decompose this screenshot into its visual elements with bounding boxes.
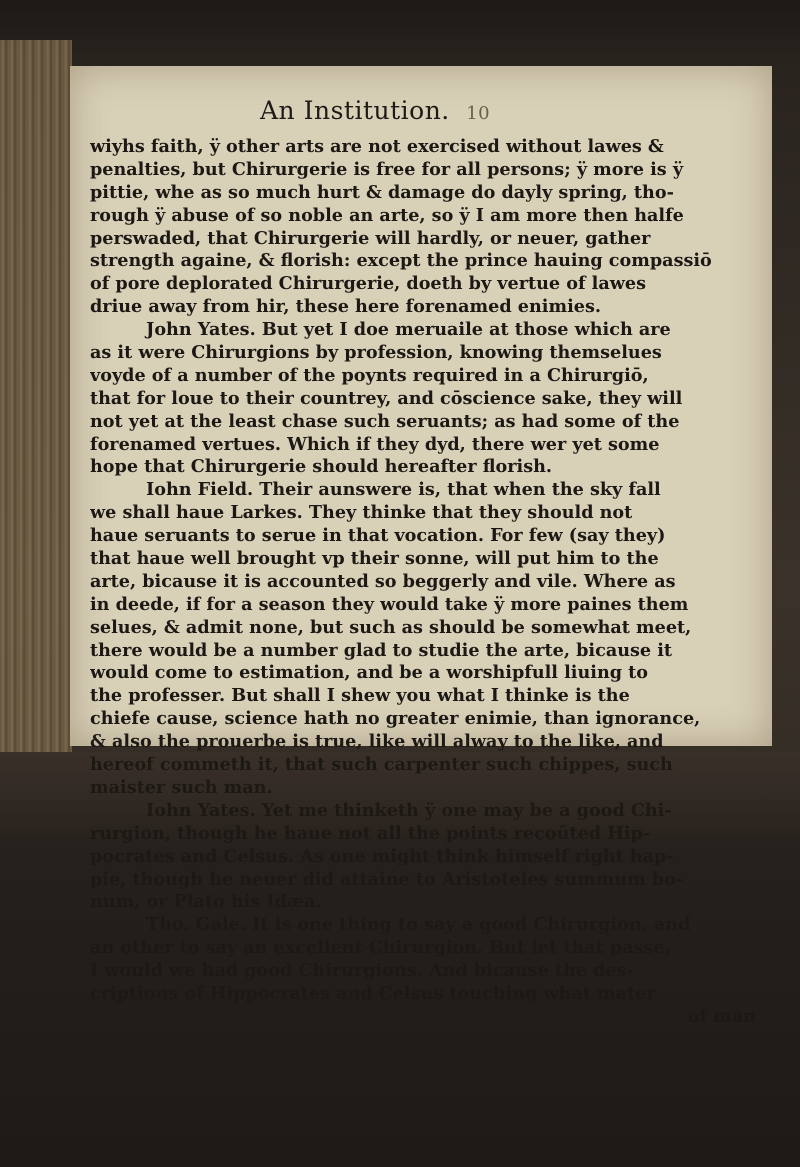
text-line: driue away from hir, these here forenamed enimies. — [90, 296, 601, 318]
text-line: strength againe, & florish: except the prince hauing compassiō — [90, 250, 712, 272]
text-line: haue seruants to serue in that vocation. For few (say they) — [90, 525, 666, 547]
text-line: forenamed vertues. Which if they dyd, there wer yet some — [90, 433, 660, 455]
text-line: wiyhs faith, ÿ other arts are not exercised without lawes & — [90, 136, 664, 157]
text-line: as it were Chirurgions by profession, knowing themselues — [90, 342, 662, 364]
text-line: Iohn Yates. Yet me thinketh ÿ one may be a good Chi- — [146, 799, 672, 821]
running-header — [260, 96, 640, 132]
book-page-edges — [0, 40, 72, 760]
body-text — [90, 136, 762, 1029]
text-line: penalties, but Chirurgerie is free for all persons; ÿ more is ÿ — [90, 158, 684, 180]
text-line: perswaded, that Chirurgerie will hardly, or neuer, gather — [90, 227, 651, 249]
text-line: hereof commeth it, that such carpenter such chippes, such — [90, 754, 673, 776]
text-line: Tho. Gale. It is one thing to say a good Chirurgion, and — [146, 914, 691, 936]
text-line: arte, bicause it is accounted so beggerly and vile. Where as — [90, 570, 676, 592]
header-title: An Institution. — [260, 96, 450, 125]
text-line: hope that Chirurgerie should hereafter florish. — [90, 456, 553, 478]
text-line: pocrates and Celsus. As one might think himself right hap- — [90, 845, 674, 867]
text-line: the professer. But shall I shew you what I thinke is the — [90, 685, 630, 707]
text-line: that haue well brought vp their sonne, will put him to the — [90, 548, 659, 570]
text-line: maister such man. — [90, 776, 273, 798]
text-line: rurgion, though he haue not all the points recoūted Hip- — [90, 822, 651, 844]
text-line: I would we had good Chirurgions. And bicause the des- — [90, 960, 634, 982]
text-line: & also the prouerbe is true, like will alway to the like, and — [90, 731, 664, 753]
text-line: voyde of a number of the poynts required in a Chirurgiō, — [90, 364, 649, 386]
text-line: that for loue to their countrey, and cōscience sake, they will — [90, 387, 683, 409]
page-number: 10 — [466, 103, 491, 124]
text-line: not yet at the least chase such seruants; as had some of the — [90, 410, 680, 432]
text-line: criptions of Hippocrates and Celsus touching what mater — [90, 982, 656, 1004]
text-line: in deede, if for a season they would take ÿ more paines them — [90, 593, 689, 615]
text-line: we shall haue Larkes. They thinke that they should not — [90, 502, 633, 524]
text-line: of man — [687, 1005, 756, 1027]
text-line: an other to say an excellent Chirurgion. But let that passe, — [90, 937, 671, 959]
text-line: num, or Plato his Idæa. — [90, 891, 322, 913]
text-line: chiefe cause, science hath no greater enimie, than ignorance, — [90, 708, 701, 730]
text-line: there would be a number glad to studie the arte, bicause it — [90, 639, 673, 661]
text-line: pie, though he neuer did attaine to Aristoteles summum bo- — [90, 868, 684, 890]
text-line: John Yates. But yet I doe meruaile at those which are — [146, 319, 671, 341]
text-line: Iohn Field. Their aunswere is, that when the sky fall — [146, 479, 661, 501]
text-line: of pore deplorated Chirurgerie, doeth by vertue of lawes — [90, 273, 646, 295]
text-line: rough ÿ abuse of so noble an arte, so ÿ I am more then halfe — [90, 204, 684, 226]
text-line: selues, & admit none, but such as should be somewhat meet, — [90, 616, 692, 638]
text-line: pittie, whe as so much hurt & damage do dayly spring, tho- — [90, 181, 674, 203]
text-line: would come to estimation, and be a worshipfull liuing to — [90, 662, 649, 684]
